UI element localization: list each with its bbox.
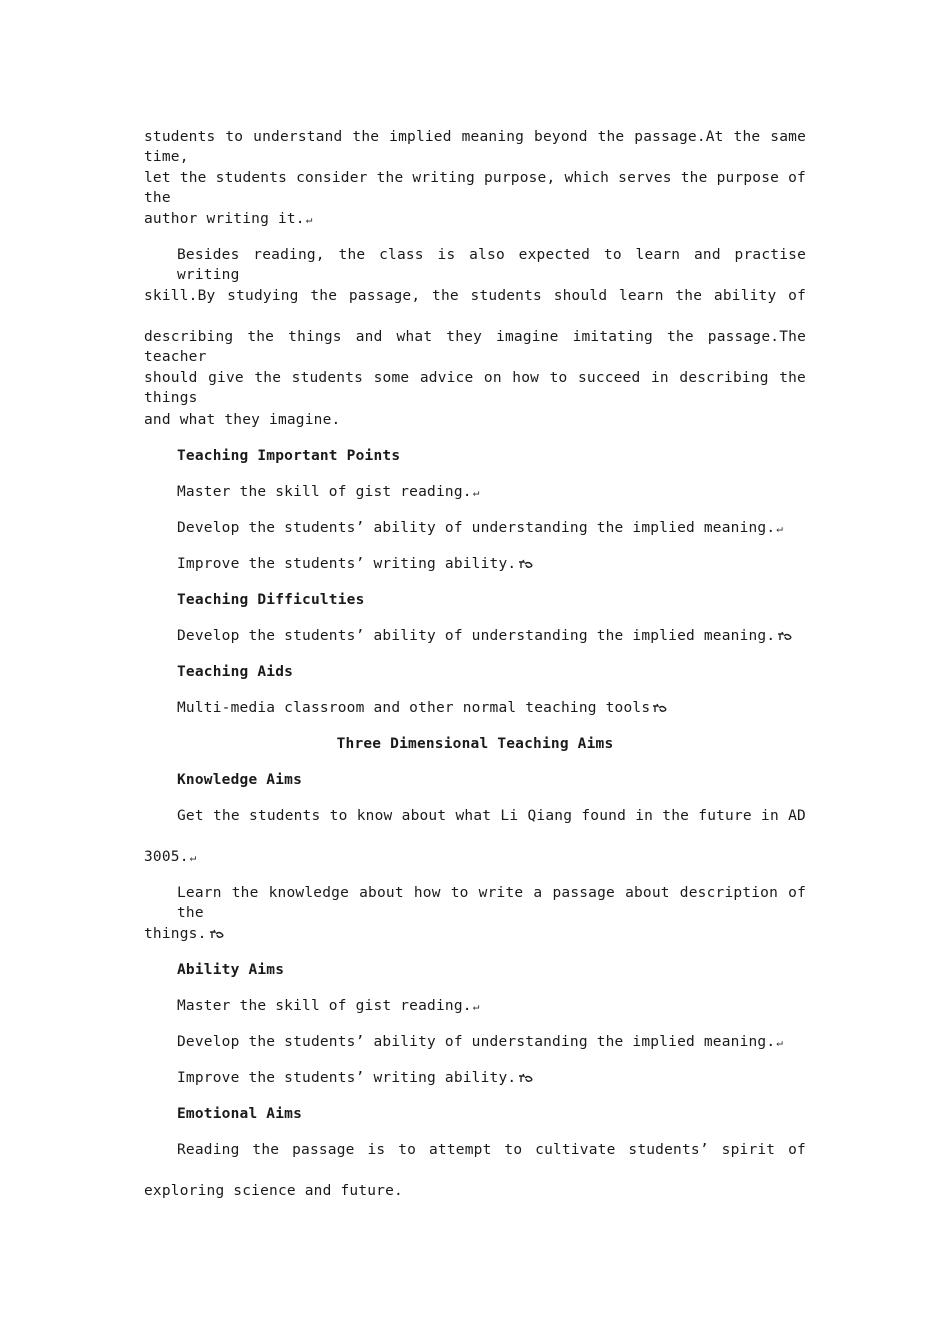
page-section-title (144, 734, 806, 754)
end-mark-icon (518, 1073, 534, 1083)
section-heading (177, 446, 806, 466)
body-text-line (177, 1032, 806, 1053)
text-run: Master the skill of gist reading. (177, 998, 472, 1014)
text-run: let the students consider the writing purpose, which serves the purpose of the (144, 170, 806, 206)
title-text: Three Dimensional Teaching Aims (336, 736, 614, 752)
text-run: Learn the knowledge about how to write a passage about description of the (177, 885, 806, 921)
text-run: Develop the students’ ability of understanding the implied meaning. (177, 628, 776, 644)
heading-text: Ability Aims (177, 962, 285, 978)
heading-text: Teaching Important Points (177, 448, 401, 464)
paragraph-mark-icon: ↵ (472, 1000, 480, 1013)
body-text-line (144, 168, 806, 208)
text-run: Get the students to know about what Li Qiang found in the future in AD (177, 808, 806, 824)
paragraph-mark-icon: ↵ (305, 213, 313, 226)
body-text-line (177, 806, 806, 826)
end-mark-icon (777, 631, 793, 641)
text-run: author writing it. (144, 211, 305, 227)
body-text-line (177, 245, 806, 285)
paragraph-mark-icon: ↵ (472, 486, 480, 499)
body-text-line (144, 410, 806, 430)
body-text-line (177, 482, 806, 503)
paragraph-mark-icon: ↵ (776, 1036, 784, 1049)
end-mark-icon (209, 929, 225, 939)
body-text-line (144, 368, 806, 408)
heading-text: Teaching Difficulties (177, 592, 365, 608)
section-heading (177, 662, 806, 682)
text-run: students to understand the implied meaning beyond the passage.At the same time, (144, 129, 806, 165)
paragraph-mark-icon: ↵ (189, 851, 197, 864)
section-heading (177, 960, 806, 980)
body-text-line (177, 626, 806, 646)
text-run: skill.By studying the passage, the students should learn the ability of (144, 288, 806, 304)
heading-text: Emotional Aims (177, 1106, 303, 1122)
paragraph-mark-icon: ↵ (776, 522, 784, 535)
text-run: Besides reading, the class is also expected to learn and practise writing (177, 247, 806, 283)
end-mark-icon (518, 559, 534, 569)
body-text-line (177, 1068, 806, 1088)
body-text-line (177, 518, 806, 539)
text-run: and what they imagine. (144, 412, 341, 428)
text-run: 3005. (144, 849, 189, 865)
body-text-line (144, 286, 806, 306)
text-run: Multi-media classroom and other normal teaching tools (177, 700, 651, 716)
section-heading (177, 590, 806, 610)
heading-text: Knowledge Aims (177, 772, 303, 788)
body-text-line (144, 327, 806, 367)
text-run: Master the skill of gist reading. (177, 484, 472, 500)
section-heading (177, 1104, 806, 1124)
end-mark-icon (652, 703, 668, 713)
heading-text: Teaching Aids (177, 664, 294, 680)
body-text-line (177, 883, 806, 923)
body-text-line (177, 996, 806, 1017)
body-text-line (177, 698, 806, 718)
text-run: Reading the passage is to attempt to cultivate students’ spirit of (177, 1142, 806, 1158)
body-text-line (144, 127, 806, 167)
text-run: describing the things and what they imagine imitating the passage.The teacher (144, 329, 806, 365)
body-text-line (177, 1140, 806, 1160)
body-text-line (144, 209, 806, 230)
text-run: Develop the students’ ability of understanding the implied meaning. (177, 520, 776, 536)
body-text-line (144, 847, 806, 868)
section-heading (177, 770, 806, 790)
text-run: should give the students some advice on how to succeed in describing the things (144, 370, 806, 406)
text-run: Improve the students’ writing ability. (177, 1070, 517, 1086)
text-run: things. (144, 926, 207, 942)
body-text-line (144, 924, 806, 944)
body-text-line (144, 1181, 806, 1201)
text-run: Develop the students’ ability of understanding the implied meaning. (177, 1034, 776, 1050)
text-run: Improve the students’ writing ability. (177, 556, 517, 572)
text-run: exploring science and future. (144, 1183, 403, 1199)
body-text-line (177, 554, 806, 574)
